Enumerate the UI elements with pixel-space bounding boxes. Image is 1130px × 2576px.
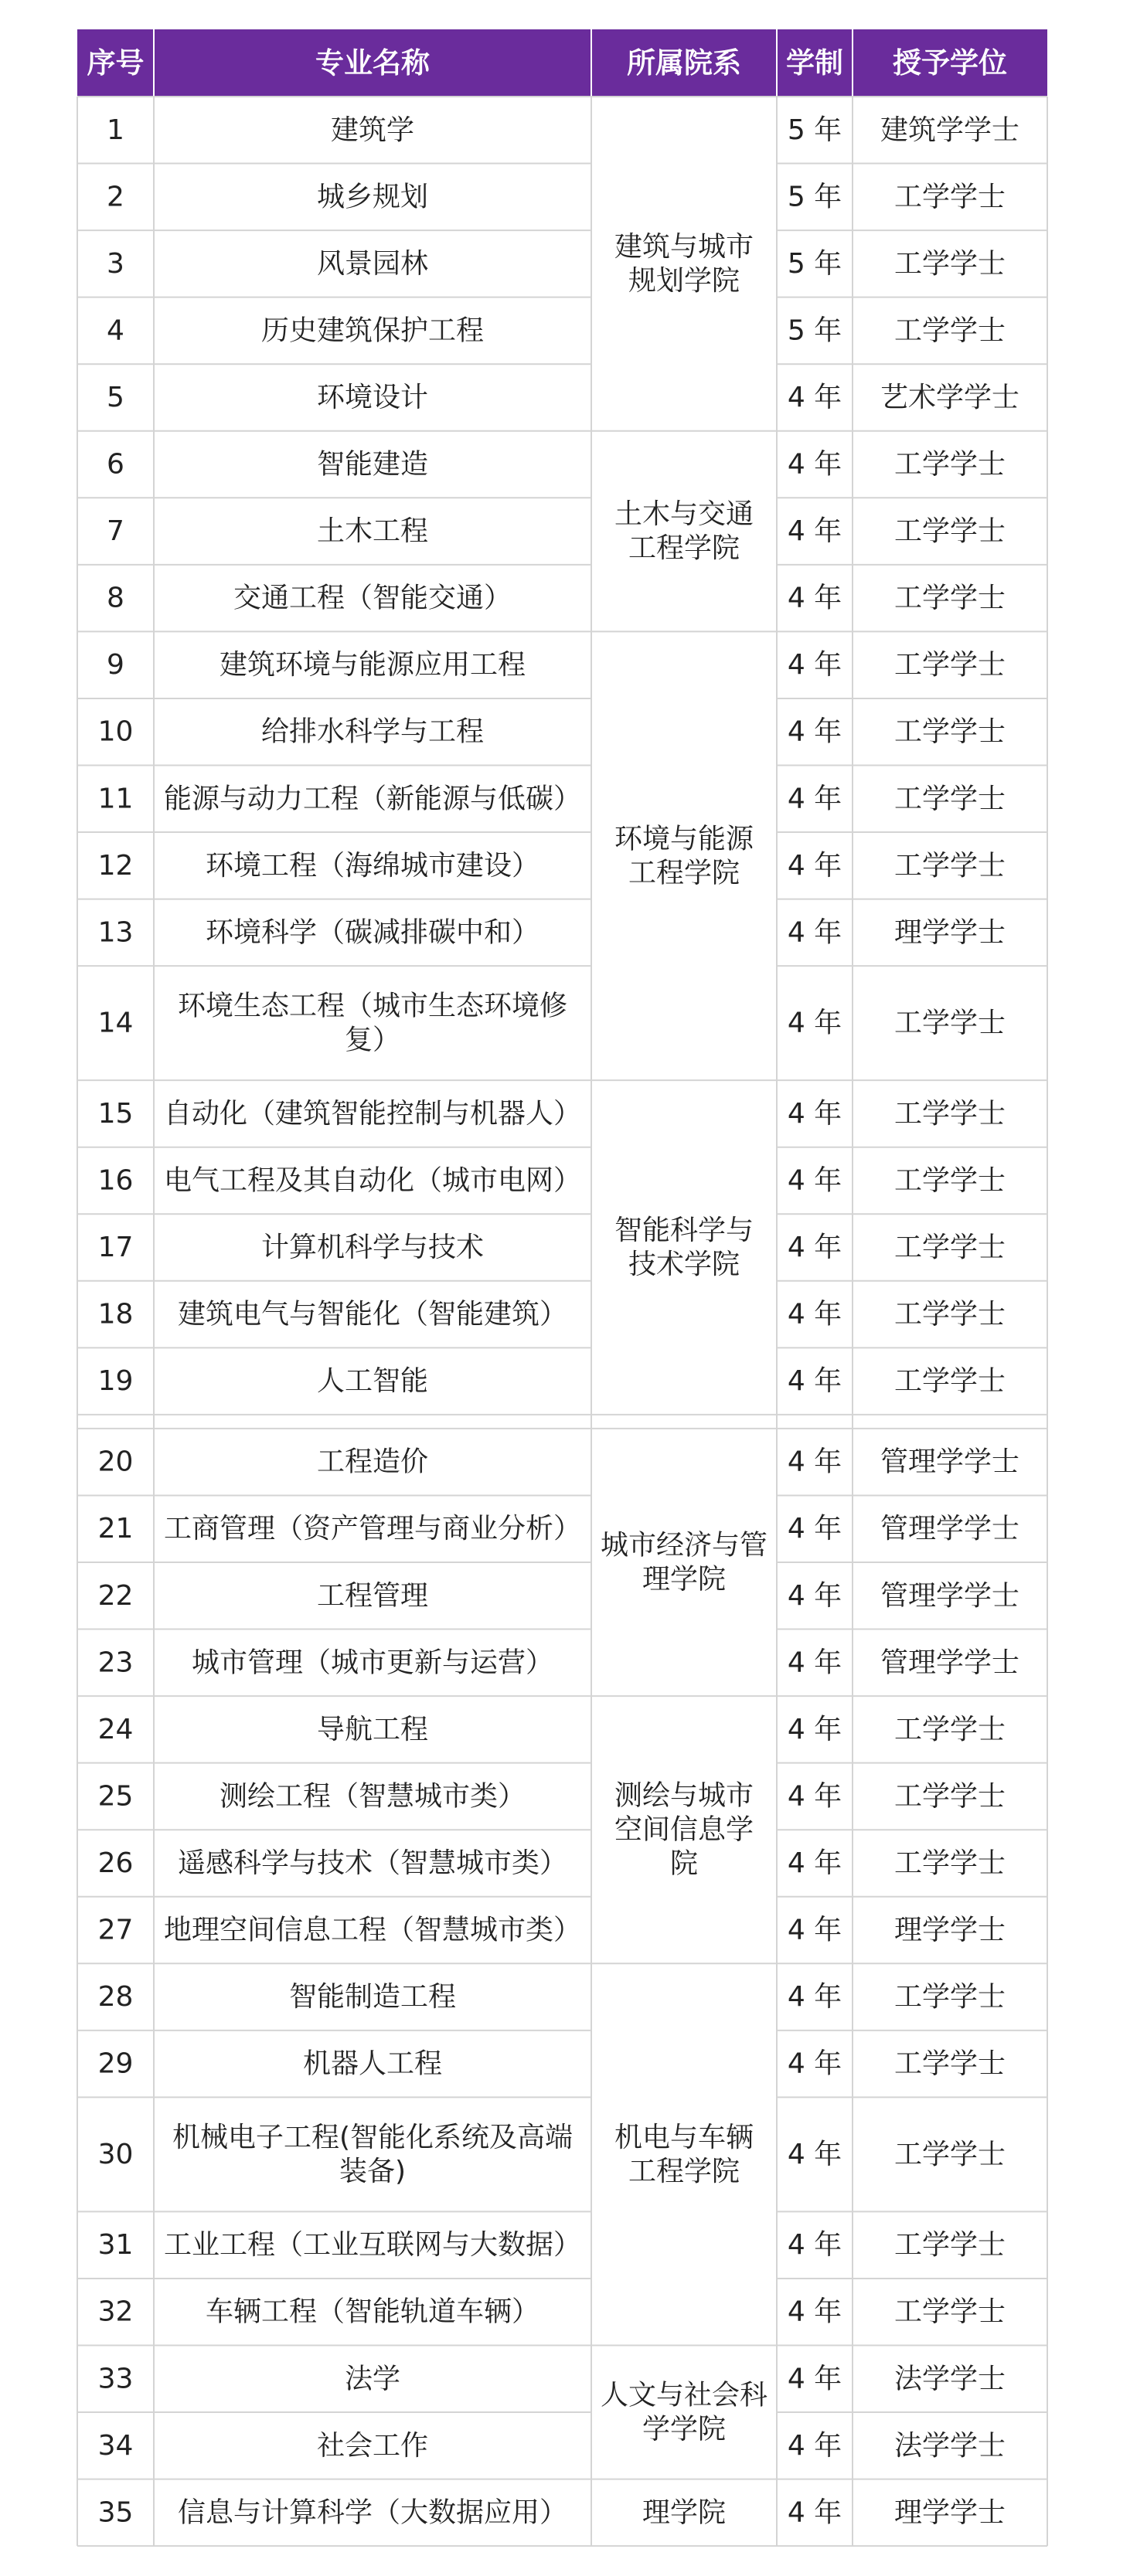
cell-duration: 4 年: [787, 2496, 842, 2529]
cell-index: 8: [107, 582, 124, 614]
cell-department: 测绘与城市: [614, 1779, 754, 1812]
cell-major: 遥感科学与技术（智慧城市类）: [177, 1847, 568, 1879]
cell-degree: 管理学学士: [880, 1513, 1020, 1545]
cell-degree: 工学学士: [893, 649, 1006, 681]
cell-duration: 4 年: [787, 1446, 842, 1478]
cell-index: 12: [97, 849, 134, 882]
table-row: [77, 1647, 1047, 1696]
cell-department: 规划学院: [628, 264, 740, 297]
cell-duration: 4 年: [787, 515, 842, 548]
table-row: [77, 916, 1047, 966]
cell-duration: 4 年: [787, 1007, 842, 1039]
cell-department: 理学院: [642, 1563, 727, 1596]
cell-index: 3: [107, 247, 124, 280]
cell-degree: 工学学士: [893, 1365, 1006, 1398]
cell-major: 计算机科学与技术: [260, 1232, 485, 1264]
cell-index: 19: [97, 1365, 134, 1398]
cell-major: 自动化（建筑智能控制与机器人）: [163, 1097, 582, 1130]
cell-department: 智能科学与: [614, 1215, 754, 1247]
cell-department: 建筑与城市: [614, 230, 754, 263]
table-row: [77, 1847, 1047, 1897]
cell-department: 空间信息学: [614, 1813, 754, 1846]
cell-index: 14: [97, 1007, 134, 1039]
cell-duration: 4 年: [787, 1780, 842, 1813]
cell-major: 测绘工程（智慧城市类）: [219, 1780, 526, 1813]
cell-degree: 工学学士: [893, 1298, 1006, 1330]
cell-index: 31: [97, 2229, 134, 2262]
cell-department: 人文与社会科: [600, 2379, 768, 2411]
cell-major: 智能制造工程: [288, 1981, 457, 2014]
cell-index: 30: [97, 2138, 134, 2170]
cell-duration: 4 年: [787, 2363, 842, 2395]
cell-duration: 4 年: [787, 1164, 842, 1197]
cell-index: 13: [97, 916, 134, 949]
cell-major: 车辆工程（智能轨道车辆）: [205, 2296, 540, 2328]
header-department: 所属院系: [627, 46, 741, 80]
table-row: [77, 114, 1047, 164]
table-row: [77, 583, 1047, 632]
cell-department: 工程学院: [628, 857, 740, 889]
table-row: [77, 1714, 1047, 1763]
cell-duration: 4 年: [787, 1579, 842, 1612]
cell-major: 机器人工程: [302, 2048, 443, 2080]
cell-index: 33: [97, 2363, 134, 2395]
cell-major: 工程造价: [316, 1446, 429, 1478]
cell-index: 10: [97, 715, 134, 748]
table-row: [77, 1513, 1047, 1562]
cell-department: 机电与车辆: [614, 2121, 754, 2153]
cell-index: 6: [107, 448, 124, 481]
cell-index: 28: [97, 1981, 134, 2014]
header-major: 专业名称: [315, 46, 430, 80]
cell-major: 环境设计: [316, 381, 429, 413]
cell-major: 机械电子工程(智能化系统及高端: [172, 2121, 574, 2153]
cell-major: 风景园林: [316, 247, 429, 280]
cell-degree: 工学学士: [893, 1981, 1006, 2014]
cell-degree: 理学学士: [893, 2496, 1006, 2529]
cell-degree: 工学学士: [893, 2229, 1006, 2262]
cell-degree: 工学学士: [893, 849, 1006, 882]
cell-major: 工业工程（工业互联网与大数据）: [163, 2229, 582, 2262]
cell-major: 社会工作: [316, 2429, 429, 2462]
cell-index: 2: [107, 181, 124, 213]
table-row: [77, 991, 1047, 1081]
cell-index: 22: [97, 1579, 134, 1612]
cell-degree: 工学学士: [893, 783, 1006, 815]
table-row: [77, 649, 1047, 698]
cell-major: 交通工程（智能交通）: [233, 582, 512, 614]
cell-index: 16: [97, 1164, 134, 1197]
table-row: [77, 314, 1047, 364]
cell-degree: 建筑学学士: [880, 114, 1020, 146]
table-row: [77, 716, 1047, 766]
cell-degree: 艺术学学士: [880, 381, 1020, 413]
cell-degree: 工学学士: [893, 448, 1006, 481]
table-row: [77, 1299, 1047, 1348]
cell-degree: 工学学士: [893, 1713, 1006, 1745]
cell-duration: 4 年: [787, 715, 842, 748]
cell-major: 智能建造: [316, 448, 429, 481]
table-row: [77, 1915, 1047, 1964]
cell-degree: 管理学学士: [880, 1579, 1020, 1612]
table-row: [77, 382, 1047, 431]
cell-index: 24: [97, 1713, 134, 1745]
table-row: [77, 2430, 1047, 2479]
cell-degree: 法学学士: [893, 2363, 1006, 2395]
cell-duration: 4 年: [787, 649, 842, 681]
cell-major: 复）: [344, 1024, 401, 1056]
cell-department: 学学院: [642, 2413, 727, 2445]
header-index: 序号: [87, 46, 145, 80]
cell-degree: 工学学士: [893, 515, 1006, 548]
table-row: [77, 1232, 1047, 1281]
cell-major: 环境工程（海绵城市建设）: [205, 849, 540, 882]
table-row: [77, 181, 1047, 230]
cell-major: 土木工程: [316, 515, 429, 548]
table-row: [77, 515, 1047, 565]
cell-index: 5: [107, 381, 124, 413]
table-row: [77, 1580, 1047, 1630]
cell-degree: 工学学士: [893, 2048, 1006, 2080]
cell-index: 29: [97, 2048, 134, 2080]
cell-department: 环境与能源: [614, 823, 754, 855]
cell-index: 35: [97, 2496, 134, 2529]
cell-major: 历史建筑保护工程: [260, 314, 485, 347]
table-row: [77, 1365, 1047, 1415]
cell-index: 11: [97, 783, 134, 815]
cell-degree: 管理学学士: [880, 1647, 1020, 1679]
cell-degree: 理学学士: [893, 916, 1006, 949]
cell-duration: 5 年: [787, 314, 842, 347]
table-row: [77, 1446, 1047, 1496]
cell-department: 工程学院: [628, 2155, 740, 2187]
cell-degree: 工学学士: [893, 715, 1006, 748]
cell-major: 电气工程及其自动化（城市电网）: [163, 1164, 582, 1197]
table-row: [77, 783, 1047, 832]
cell-department: 理学院: [642, 2496, 727, 2529]
cell-duration: 4 年: [787, 1097, 842, 1130]
table-row: [77, 2296, 1047, 2346]
cell-degree: 理学学士: [893, 1914, 1006, 1946]
cell-duration: 4 年: [787, 2048, 842, 2080]
cell-index: 4: [107, 314, 124, 347]
cell-index: 34: [97, 2429, 134, 2462]
cell-major: 工商管理（资产管理与商业分析）: [163, 1513, 582, 1545]
table-row: [77, 449, 1047, 498]
table-row: [77, 2122, 1047, 2212]
cell-duration: 5 年: [787, 247, 842, 280]
cell-duration: 4 年: [787, 1847, 842, 1879]
cell-degree: 工学学士: [893, 1097, 1006, 1130]
cell-major: 法学: [344, 2363, 401, 2395]
cell-index: 26: [97, 1847, 134, 1879]
cell-duration: 4 年: [787, 381, 842, 413]
cell-duration: 4 年: [787, 849, 842, 882]
cell-duration: 4 年: [787, 1713, 842, 1745]
table-row: [77, 850, 1047, 899]
cell-major: 导航工程: [316, 1713, 429, 1745]
cell-major: 城市管理（城市更新与运营）: [191, 1647, 554, 1679]
cell-department: 院: [669, 1847, 699, 1880]
cell-major: 人工智能: [316, 1365, 429, 1398]
cell-index: 15: [97, 1097, 134, 1130]
cell-department: 城市经济与管: [600, 1529, 768, 1562]
cell-major: 城乡规划: [316, 181, 429, 213]
table-row: [77, 2363, 1047, 2412]
cell-duration: 4 年: [787, 582, 842, 614]
cell-duration: 4 年: [787, 1365, 842, 1398]
cell-index: 23: [97, 1647, 134, 1679]
cell-duration: 4 年: [787, 2229, 842, 2262]
header-degree: 授予学位: [893, 46, 1007, 80]
cell-degree: 法学学士: [893, 2429, 1006, 2462]
cell-index: 7: [107, 515, 124, 548]
cell-duration: 4 年: [787, 1513, 842, 1545]
table-row: [77, 1780, 1047, 1830]
header-duration: 学制: [786, 46, 843, 80]
cell-duration: 4 年: [787, 1981, 842, 2014]
table-row: [77, 1981, 1047, 2031]
table-row: [77, 2048, 1047, 2098]
table-row: [77, 248, 1047, 297]
cell-duration: 4 年: [787, 1647, 842, 1679]
cell-degree: 工学学士: [893, 314, 1006, 347]
cell-duration: 4 年: [787, 448, 842, 481]
cell-major: 信息与计算科学（大数据应用）: [177, 2496, 568, 2529]
cell-major: 地理空间信息工程（智慧城市类）: [163, 1914, 582, 1946]
cell-duration: 4 年: [787, 916, 842, 949]
cell-major: 能源与动力工程（新能源与低碳）: [163, 783, 582, 815]
cell-index: 32: [97, 2296, 134, 2328]
cell-major: 建筑学: [330, 114, 415, 146]
cell-degree: 工学学士: [893, 1164, 1006, 1197]
cell-duration: 4 年: [787, 2429, 842, 2462]
cell-degree: 工学学士: [893, 2296, 1006, 2328]
cell-major: 建筑环境与能源应用工程: [219, 649, 526, 681]
cell-index: 21: [97, 1513, 134, 1545]
cell-degree: 工学学士: [893, 582, 1006, 614]
table-row: [77, 1098, 1047, 1147]
cell-duration: 4 年: [787, 1232, 842, 1264]
cell-index: 1: [107, 114, 124, 146]
cell-duration: 4 年: [787, 1298, 842, 1330]
table-row: [77, 2229, 1047, 2279]
cell-degree: 工学学士: [893, 1007, 1006, 1039]
cell-major: 装备): [339, 2155, 407, 2187]
cell-degree: 工学学士: [893, 247, 1006, 280]
cell-duration: 5 年: [787, 114, 842, 146]
cell-duration: 4 年: [787, 2138, 842, 2170]
cell-index: 17: [97, 1232, 134, 1264]
cell-index: 20: [97, 1446, 134, 1478]
cell-degree: 工学学士: [893, 181, 1006, 213]
cell-duration: 4 年: [787, 1914, 842, 1946]
cell-major: 工程管理: [316, 1579, 429, 1612]
cell-degree: 工学学士: [893, 1232, 1006, 1264]
table-row: [77, 1164, 1047, 1214]
cell-department: 工程学院: [628, 532, 740, 565]
table-row: [77, 2496, 1047, 2546]
cell-major: 给排水科学与工程: [260, 715, 485, 748]
cell-degree: 工学学士: [893, 1847, 1006, 1879]
cell-degree: 工学学士: [893, 1780, 1006, 1813]
cell-duration: 4 年: [787, 783, 842, 815]
cell-index: 27: [97, 1914, 134, 1946]
cell-duration: 5 年: [787, 181, 842, 213]
cell-index: 9: [107, 649, 124, 681]
cell-major: 环境科学（碳减排碳中和）: [205, 916, 540, 949]
cell-index: 18: [97, 1298, 134, 1330]
cell-major: 环境生态工程（城市生态环境修: [177, 990, 568, 1022]
cell-index: 25: [97, 1780, 134, 1813]
cell-degree: 工学学士: [893, 2138, 1006, 2170]
cell-major: 建筑电气与智能化（智能建筑）: [177, 1298, 568, 1330]
cell-degree: 管理学学士: [880, 1446, 1020, 1478]
cell-department: 土木与交通: [614, 498, 754, 531]
cell-department: 技术学院: [628, 1249, 740, 1281]
cell-duration: 4 年: [787, 2296, 842, 2328]
